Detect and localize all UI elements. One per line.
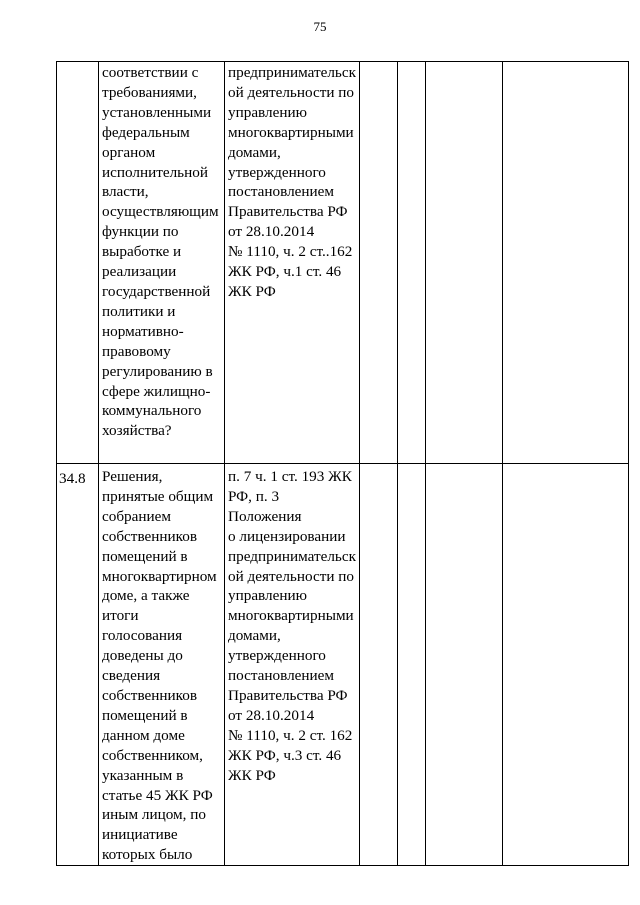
legal-reference-text: п. 7 ч. 1 ст. 193 ЖК РФ, п. 3 Положения о лицензировании предпринимательск ой деятельности по управлению многоквартирными домами, утвержденного постановлением Правительства РФ от 28.10.2014 № 1110, ч. 2 ст. 162 ЖК РФ, ч.3 ст. 46 ЖК РФ <box>228 468 356 784</box>
checklist-table <box>56 61 629 866</box>
question-cell <box>99 62 225 464</box>
answer-not-applicable-cell <box>426 464 503 866</box>
table-row <box>57 464 629 866</box>
note-cell <box>503 62 629 464</box>
page-number: 75 <box>313 19 327 34</box>
legal-reference-text: предпринимательск ой деятельности по управлению многоквартирными домами, утвержденного постановлением Правительства РФ от 28.10.2014 № 1110, ч. 2 ст..162 ЖК РФ, ч.1 ст. 46 ЖК РФ <box>228 64 356 300</box>
item-number: 34.8 <box>59 470 86 487</box>
answer-yes-cell <box>360 464 398 866</box>
answer-not-applicable-cell <box>426 62 503 464</box>
note-cell <box>503 464 629 866</box>
legal-reference-cell <box>225 464 360 866</box>
legal-reference-cell <box>225 62 360 464</box>
answer-no-cell <box>398 464 426 866</box>
question-cell <box>99 464 225 866</box>
item-number-cell <box>57 464 99 866</box>
question-text: соответствии с требованиями, установленными федеральным органом исполнительной власти, осуществляющим функции по выработке и реализации государственной политики и нормативно- правовому регулированию в сфере жилищно- коммунального хозяйства? <box>102 64 219 440</box>
table-row <box>57 62 629 464</box>
question-text: Решения, принятые общим собранием собственников помещений в многоквартирном доме, а также итоги голосования доведены до сведения собственников помещений в данном доме собственником, указанным в статье 45 ЖК РФ иным лицом, по инициативе которых было <box>102 468 217 864</box>
answer-no-cell <box>398 62 426 464</box>
answer-yes-cell <box>360 62 398 464</box>
item-number-cell <box>57 62 99 464</box>
